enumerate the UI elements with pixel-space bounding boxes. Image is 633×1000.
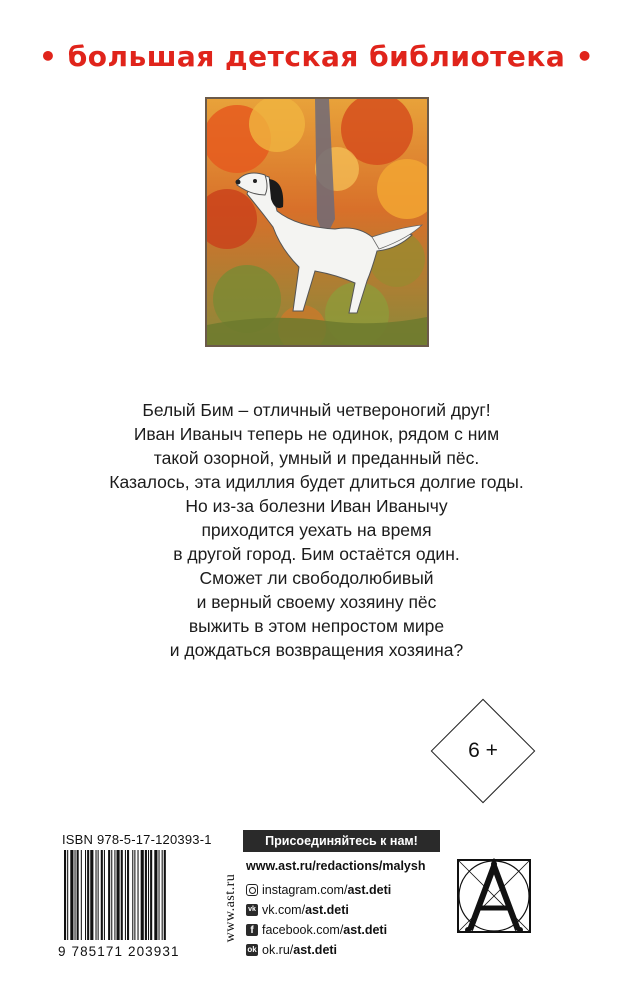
social-link-vk[interactable] <box>246 900 391 920</box>
series-dot-right: • <box>575 40 594 73</box>
series-title-text: большая детская библиотека <box>67 40 566 73</box>
social-handle: ast.deti <box>305 903 349 917</box>
instagram-icon <box>246 884 258 896</box>
series-dot-left: • <box>39 40 58 73</box>
barcode-number: 9 785171 203931 <box>58 944 180 959</box>
book-description <box>60 398 573 662</box>
social-link-facebook[interactable] <box>246 920 391 940</box>
description-line: Белый Бим – отличный четвероногий друг! <box>142 400 491 420</box>
social-handle: ast.deti <box>343 923 388 937</box>
series-title <box>0 40 633 73</box>
social-prefix: facebook.com/ <box>262 923 344 937</box>
social-prefix: instagram.com/ <box>262 883 348 897</box>
description-line: и верный своему хозяину пёс <box>196 592 437 612</box>
social-links <box>246 880 391 960</box>
social-prefix: vk.com/ <box>262 903 306 917</box>
social-handle: ast.deti <box>347 883 392 897</box>
join-us-banner: Присоединяйтесь к нам! <box>243 830 440 852</box>
social-prefix: ok.ru/ <box>262 943 294 957</box>
dog-painting <box>207 99 427 345</box>
age-rating: 6 + <box>468 739 498 762</box>
cover-illustration <box>205 97 429 347</box>
description-line: Но из-за болезни Иван Иванычу <box>185 496 448 516</box>
description-line: Сможет ли свободолюбивый <box>199 568 434 588</box>
facebook-icon: f <box>246 924 258 936</box>
publisher-url[interactable]: www.ast.ru/redactions/malysh <box>246 859 426 873</box>
social-link-ok[interactable] <box>246 940 391 960</box>
social-handle: ast.deti <box>293 943 338 957</box>
vk-icon: vk <box>246 904 258 916</box>
description-line: Иван Иваныч теперь не одинок, рядом с ним <box>133 424 500 444</box>
description-line: в другой город. Бим остаётся один. <box>173 544 460 564</box>
description-line: и дождаться возвращения хозяина? <box>169 640 464 660</box>
description-line: Казалось, эта идиллия будет длиться долгие годы. <box>109 472 524 492</box>
publisher-site-vertical: www.ast.ru <box>223 873 238 943</box>
odnoklassniki-icon: ok <box>247 945 257 954</box>
description-line: приходится уехать на время <box>201 520 432 540</box>
barcode <box>62 850 212 942</box>
description-line: такой озорной, умный и преданный пёс. <box>153 448 480 468</box>
publisher-logo-icon <box>456 858 532 934</box>
isbn-label: ISBN 978-5-17-120393-1 <box>62 832 212 847</box>
description-line: выжить в этом непростом мире <box>188 616 445 636</box>
social-link-instagram[interactable] <box>246 880 391 900</box>
